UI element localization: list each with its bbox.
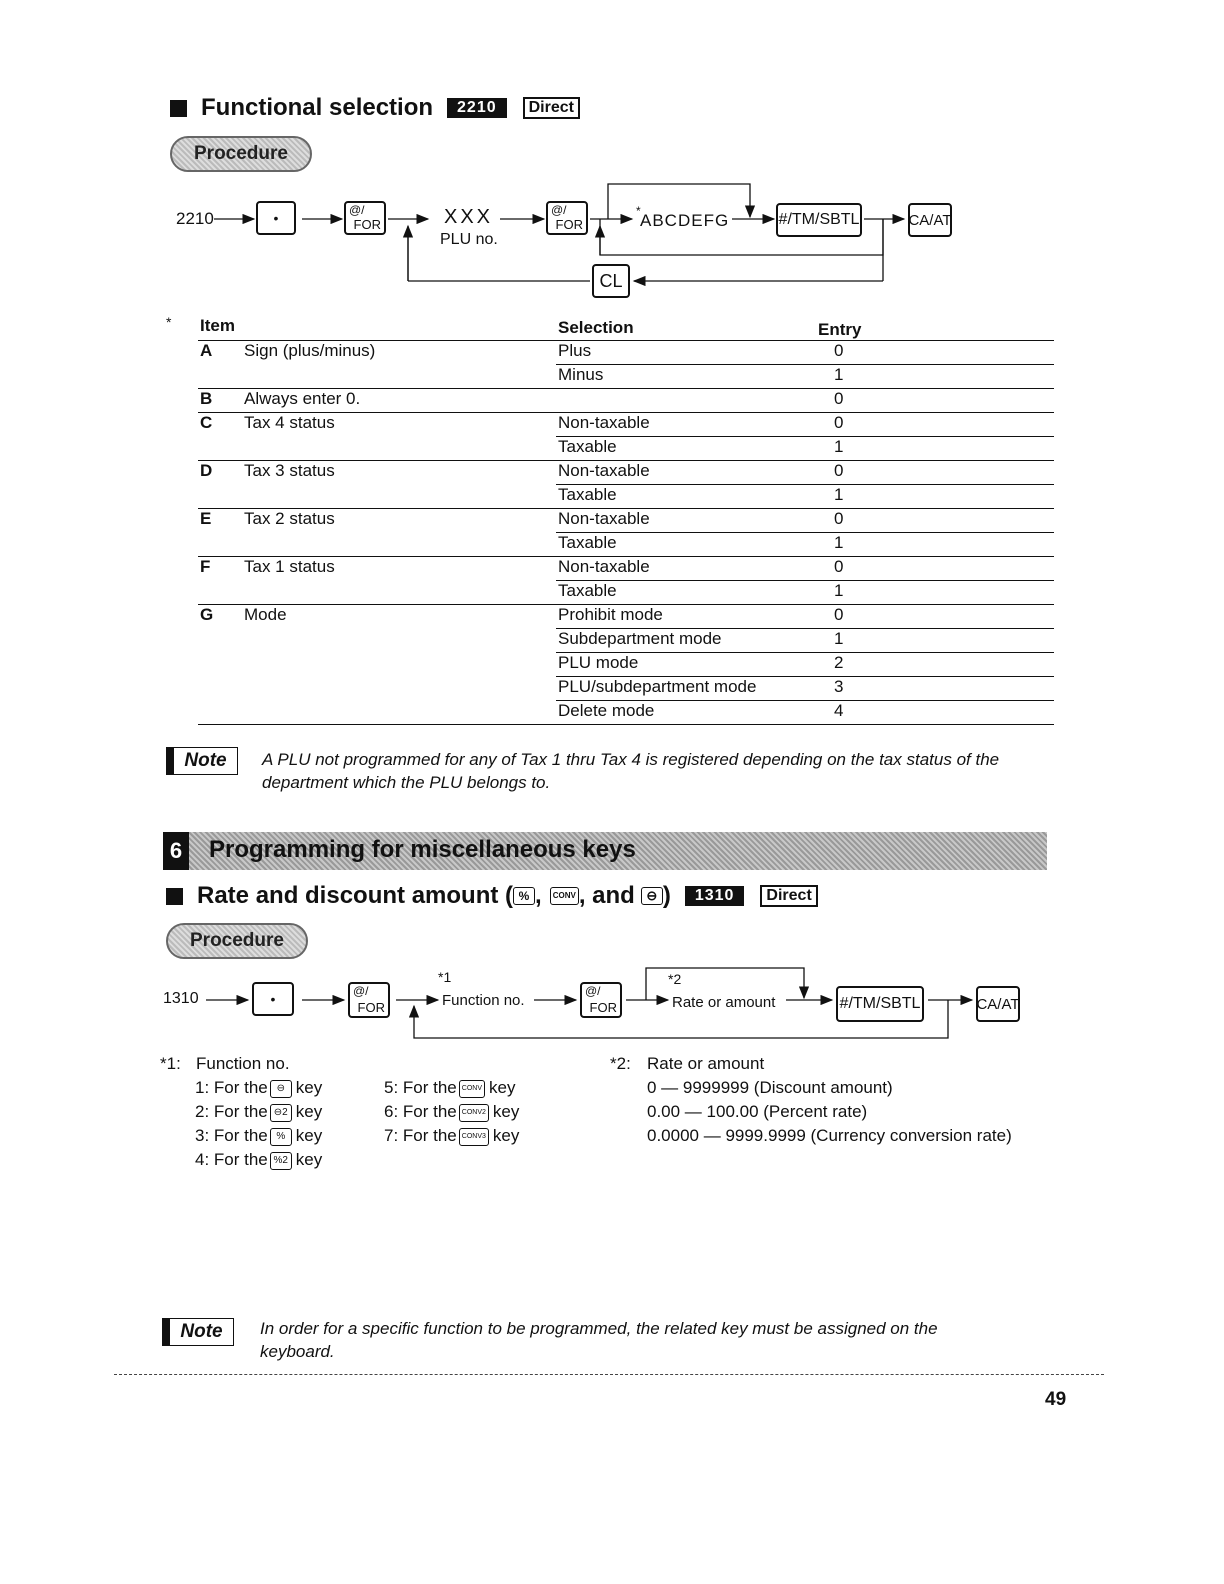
function-item-suffix: key: [492, 1102, 520, 1121]
for-key-bottom: FOR: [353, 217, 381, 232]
ca-at-key: CA/AT: [908, 203, 952, 237]
function-item-suffix: key: [295, 1150, 323, 1169]
dot-key: •: [252, 982, 294, 1016]
for-key-2: [546, 201, 588, 235]
chapter-title: Programming for miscellaneous keys: [209, 836, 636, 863]
row-entry: 1: [834, 365, 844, 384]
function-item-prefix: 6: For the: [384, 1102, 457, 1121]
header-selection: Selection: [558, 318, 634, 337]
for-key-3: [348, 982, 390, 1018]
flow1-plu-no: PLU no.: [440, 231, 498, 248]
row-entry: 0: [834, 605, 844, 624]
rate-list-item: 0.00 — 100.00 (Percent rate): [647, 1102, 868, 1121]
note2-line1: In order for a specific function to be programmed, the related key must be assigned on the: [260, 1319, 938, 1338]
function-list-item: [384, 1126, 519, 1146]
function-item-suffix: key: [295, 1126, 323, 1145]
function-item-suffix: key: [295, 1102, 323, 1121]
ca-at-key: CA/AT: [976, 986, 1020, 1022]
key-icon: %: [270, 1128, 292, 1146]
row-description: Tax 1 status: [244, 557, 335, 576]
row-selection: Delete mode: [558, 701, 655, 720]
for-key-top: @/: [353, 984, 369, 998]
row-entry: 0: [834, 341, 844, 360]
cl-key: CL: [592, 264, 630, 298]
note1-line1: A PLU not programmed for any of Tax 1 thru Tax 4 is registered depending on the tax status of the: [262, 750, 1000, 769]
row-letter: E: [200, 509, 212, 528]
row-letter: G: [200, 605, 214, 624]
for-key-bottom: FOR: [357, 1000, 385, 1015]
key-icon: CONV: [459, 1080, 485, 1098]
section-heading-rate-discount: [166, 882, 818, 910]
function-item-prefix: 1: For the: [195, 1078, 268, 1097]
row-letter: D: [200, 461, 213, 480]
chapter-banner: [163, 832, 1047, 870]
for-key-bottom: FOR: [555, 217, 583, 232]
row-selection: Taxable: [558, 533, 617, 552]
row-selection: Non-taxable: [558, 557, 650, 576]
function-item-prefix: 5: For the: [384, 1078, 457, 1097]
row-entry: 1: [834, 437, 844, 456]
percent-key-icon: %: [513, 887, 535, 905]
section2-and: , and: [578, 882, 635, 909]
table-row-rule: [556, 364, 1054, 365]
flow2-rate-or-amount: Rate or amount: [672, 994, 776, 1011]
row-entry: 2: [834, 653, 844, 672]
for-key-top: @/: [349, 203, 365, 217]
table-row-rule: [556, 532, 1054, 533]
conv-key-icon: CONV: [550, 887, 579, 905]
function-list-item: [384, 1078, 515, 1098]
section2-title: Rate and discount amount (: [197, 882, 514, 909]
flow2-function-no: Function no.: [442, 992, 525, 1009]
key-icon: ⊖: [270, 1080, 292, 1098]
rate-list-heading: Rate or amount: [647, 1054, 765, 1073]
function-item-prefix: 3: For the: [195, 1126, 268, 1145]
rate-list-mark: *2:: [610, 1054, 631, 1073]
for-key-top: @/: [585, 984, 601, 998]
row-description: Always enter 0.: [244, 389, 361, 408]
program-code-badge: 2210: [447, 98, 507, 118]
function-item-suffix: key: [489, 1078, 516, 1097]
for-key-top: @/: [551, 203, 567, 217]
table-header-rule: [198, 340, 1054, 341]
tm-sbtl-key: #/TM/SBTL: [776, 203, 862, 237]
function-item-prefix: 4: For the: [195, 1150, 268, 1169]
row-entry: 0: [834, 389, 844, 408]
row-selection: Prohibit mode: [558, 605, 663, 624]
row-description: Tax 2 status: [244, 509, 335, 528]
row-description: Tax 4 status: [244, 413, 335, 432]
for-key: [344, 201, 386, 235]
row-selection: Minus: [558, 365, 604, 384]
function-list-item: [195, 1126, 322, 1146]
chapter-number: 6: [163, 832, 189, 870]
flow1-star: *: [636, 204, 641, 218]
header-item: Item: [200, 316, 235, 335]
table-row-rule: [556, 436, 1054, 437]
row-letter: C: [200, 413, 213, 432]
row-selection: PLU mode: [558, 653, 639, 672]
note1-line2: department which the PLU belongs to.: [262, 773, 551, 792]
row-description: Tax 3 status: [244, 461, 335, 480]
row-selection: Non-taxable: [558, 461, 650, 480]
row-entry: 4: [834, 701, 844, 720]
row-letter: B: [200, 389, 213, 408]
row-selection: Taxable: [558, 437, 617, 456]
flow2-note1-mark: *1: [438, 969, 452, 985]
bullet-square-icon: [166, 888, 183, 905]
row-entry: 0: [834, 557, 844, 576]
key-icon: %2: [270, 1152, 292, 1170]
procedure-label: Procedure: [170, 136, 312, 172]
function-item-suffix: key: [295, 1078, 323, 1097]
row-description: Mode: [244, 605, 287, 624]
fn-list-heading: Function no.: [196, 1054, 290, 1073]
key-icon: ⊖2: [270, 1104, 292, 1122]
function-list-item: [384, 1102, 519, 1122]
function-item-suffix: key: [492, 1126, 520, 1145]
row-selection: Non-taxable: [558, 509, 650, 528]
flow2-start-code: 1310: [163, 990, 199, 1007]
row-entry: 0: [834, 413, 844, 432]
note2-line2: keyboard.: [260, 1342, 335, 1361]
function-item-prefix: 2: For the: [195, 1102, 268, 1121]
flow1-xxx: XXX: [444, 206, 494, 228]
for-key-bottom: FOR: [589, 1000, 617, 1015]
row-entry: 1: [834, 581, 844, 600]
fn-list-mark: *1:: [160, 1054, 181, 1073]
table-star: *: [166, 314, 172, 330]
tm-sbtl-key: #/TM/SBTL: [836, 986, 924, 1022]
row-entry: 3: [834, 677, 844, 696]
row-entry: 0: [834, 509, 844, 528]
procedure-label-2: Procedure: [166, 923, 308, 959]
function-list-item: [195, 1150, 322, 1170]
row-letter: A: [200, 341, 213, 360]
row-letter: F: [200, 557, 211, 576]
row-selection: Non-taxable: [558, 413, 650, 432]
page-number: 49: [1045, 1389, 1067, 1410]
row-selection: Taxable: [558, 485, 617, 504]
row-entry: 1: [834, 629, 844, 648]
row-selection: Plus: [558, 341, 592, 360]
rate-list-item: 0 — 9999999 (Discount amount): [647, 1078, 893, 1097]
table-row-rule: [556, 484, 1054, 485]
dot-key: •: [256, 201, 296, 235]
row-entry: 0: [834, 461, 844, 480]
rate-list-item: 0.0000 — 9999.9999 (Currency conversion rate): [647, 1126, 1012, 1145]
row-selection: PLU/subdepartment mode: [558, 677, 757, 696]
header-entry: Entry: [818, 320, 862, 339]
section2-comma: ,: [535, 882, 542, 909]
table-row-rule: [556, 580, 1054, 581]
note-label: Note: [162, 1318, 234, 1346]
direct-badge: Direct: [523, 97, 580, 119]
function-list-item: [195, 1078, 322, 1098]
table-row-rule: [198, 724, 1054, 725]
for-key-4: [580, 982, 622, 1018]
direct-badge: Direct: [760, 885, 817, 907]
footer-divider: [114, 1374, 1104, 1375]
section2-close: ): [662, 882, 671, 909]
flow2-note2-mark: *2: [668, 971, 682, 987]
minus-key-icon: ⊖: [641, 887, 663, 905]
note-label: Note: [166, 747, 238, 775]
key-icon: CONV3: [459, 1128, 489, 1146]
function-item-prefix: 7: For the: [384, 1126, 457, 1145]
row-entry: 1: [834, 533, 844, 552]
function-list-item: [195, 1102, 322, 1122]
row-entry: 1: [834, 485, 844, 504]
flow1-abcdefg: ABCDEFG: [640, 211, 730, 230]
row-selection: Subdepartment mode: [558, 629, 722, 648]
program-code-badge: 1310: [685, 886, 745, 906]
section-title: Functional selection: [201, 94, 434, 121]
row-selection: Taxable: [558, 581, 617, 600]
key-icon: CONV2: [459, 1104, 489, 1122]
flow1-start-code: 2210: [176, 209, 214, 228]
row-description: Sign (plus/minus): [244, 341, 376, 360]
